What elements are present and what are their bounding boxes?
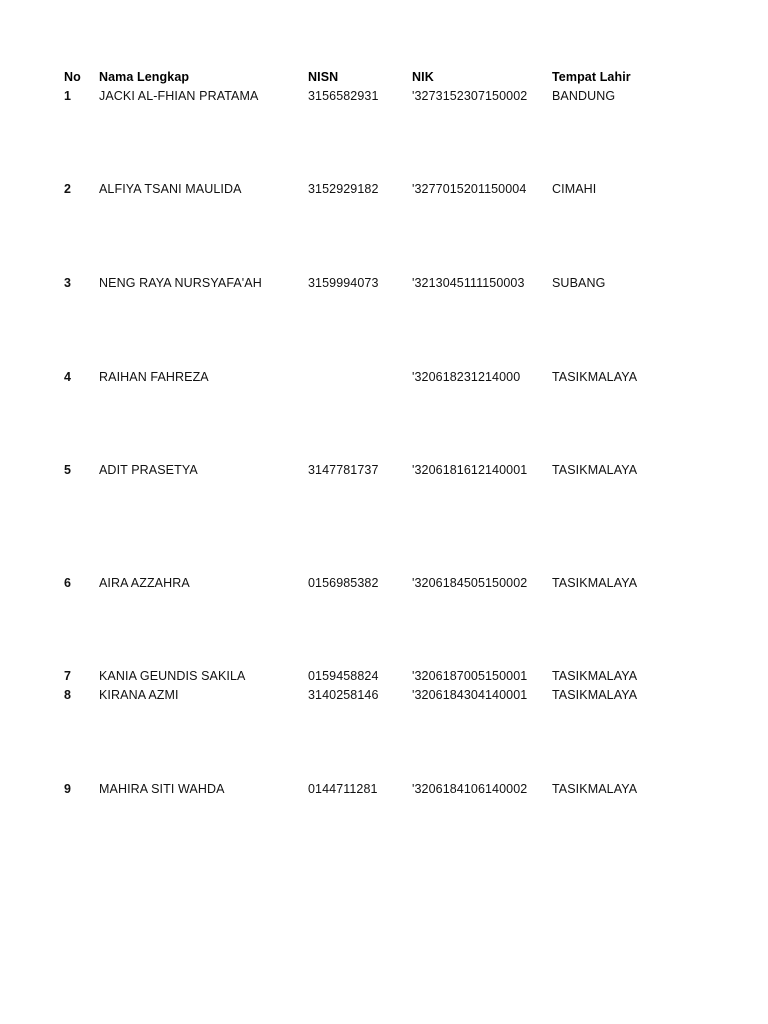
row-nik: '3273152307150002	[412, 89, 528, 103]
row-nik: '3206187005150001	[412, 669, 528, 683]
row-nik: '3206184106140002	[412, 782, 528, 796]
row-tempat-lahir: SUBANG	[552, 276, 606, 290]
row-nama: JACKI AL-FHIAN PRATAMA	[99, 89, 259, 103]
row-tempat-lahir: TASIKMALAYA	[552, 782, 638, 796]
row-nisn: 0144711281	[308, 782, 378, 796]
header-nik: NIK	[412, 70, 434, 84]
row-nisn: 3140258146	[308, 688, 379, 702]
row-no: 5	[64, 463, 72, 477]
row-nama: NENG RAYA NURSYAFA'AH	[99, 276, 262, 290]
row-nama: AIRA AZZAHRA	[99, 576, 190, 590]
row-nik: '3206181612140001	[412, 463, 528, 477]
row-nik: '3213045111150003	[412, 276, 525, 290]
header-nama-lengkap: Nama Lengkap	[99, 70, 190, 84]
row-tempat-lahir: TASIKMALAYA	[552, 576, 638, 590]
row-nik: '3206184505150002	[412, 576, 528, 590]
row-nisn: 3159994073	[308, 276, 379, 290]
row-no: 3	[64, 276, 72, 290]
row-nisn: 3156582931	[308, 89, 379, 103]
row-nik: '320618231214000	[412, 370, 521, 384]
row-tempat-lahir: BANDUNG	[552, 89, 616, 103]
header-nisn: NISN	[308, 70, 339, 84]
row-no: 1	[64, 89, 72, 103]
row-no: 4	[64, 370, 72, 384]
row-tempat-lahir: TASIKMALAYA	[552, 463, 638, 477]
row-nama: ALFIYA TSANI MAULIDA	[99, 182, 242, 196]
row-tempat-lahir: TASIKMALAYA	[552, 370, 638, 384]
row-nisn: 0159458824	[308, 669, 379, 683]
row-no: 8	[64, 688, 72, 702]
row-no: 7	[64, 669, 72, 683]
row-tempat-lahir: TASIKMALAYA	[552, 688, 638, 702]
row-no: 6	[64, 576, 72, 590]
row-nama: RAIHAN FAHREZA	[99, 370, 209, 384]
row-no: 2	[64, 182, 72, 196]
row-tempat-lahir: TASIKMALAYA	[552, 669, 638, 683]
row-nama: KIRANA AZMI	[99, 688, 179, 702]
row-no: 9	[64, 782, 72, 796]
row-nama: ADIT PRASETYA	[99, 463, 198, 477]
row-tempat-lahir: CIMAHI	[552, 182, 597, 196]
header-tempat-lahir: Tempat Lahir	[552, 70, 631, 84]
header-no: No	[64, 70, 81, 84]
row-nama: MAHIRA SITI WAHDA	[99, 782, 225, 796]
row-nik: '3206184304140001	[412, 688, 528, 702]
row-nama: KANIA GEUNDIS SAKILA	[99, 669, 246, 683]
row-nisn: 3147781737	[308, 463, 379, 477]
row-nik: '3277015201150004	[412, 182, 527, 196]
row-nisn: 3152929182	[308, 182, 379, 196]
row-nisn: 0156985382	[308, 576, 379, 590]
